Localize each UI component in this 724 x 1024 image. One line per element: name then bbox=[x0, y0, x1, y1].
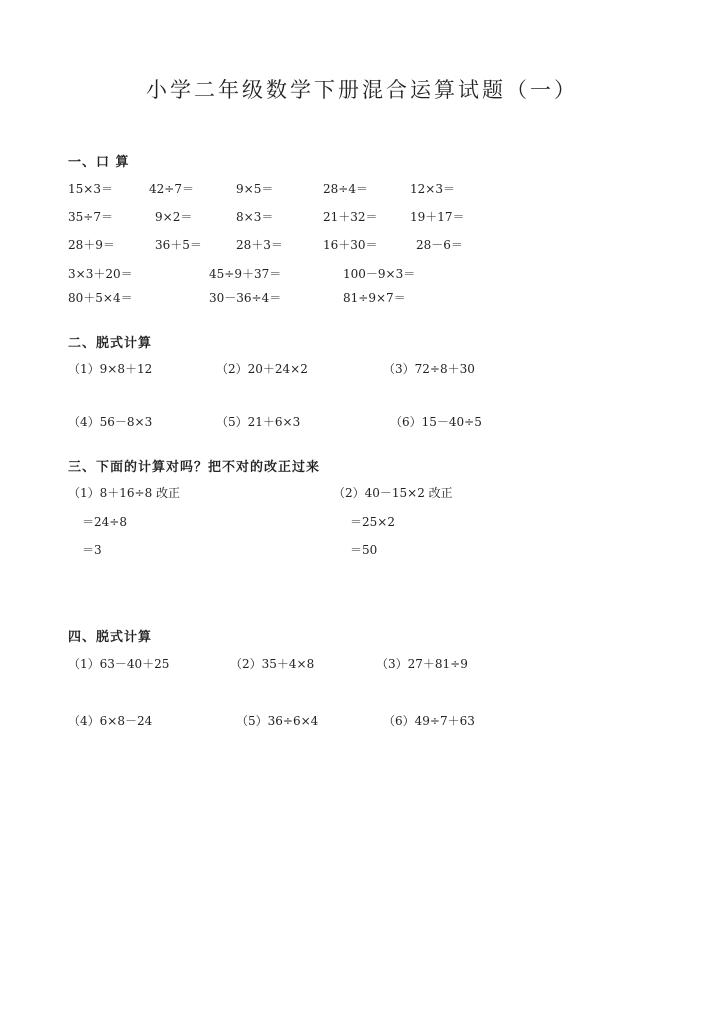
section-4-heading: 四、脱式计算 bbox=[68, 630, 153, 645]
correction-step: ＝50 bbox=[350, 543, 378, 557]
mental-math-item: 36＋5＝ bbox=[155, 238, 202, 252]
step-calc-item: （2）35＋4×8 bbox=[230, 657, 315, 671]
step-calc-item: （5）36÷6×4 bbox=[236, 714, 319, 728]
mental-math-item: 100－9×3＝ bbox=[343, 267, 416, 281]
mental-math-item: 81÷9×7＝ bbox=[343, 291, 406, 305]
step-calc-item: （3）72÷8＋30 bbox=[383, 362, 475, 376]
step-calc-item: （4）6×8－24 bbox=[68, 714, 153, 728]
correction-step: ＝25×2 bbox=[350, 515, 395, 529]
step-calc-item: （5）21＋6×3 bbox=[216, 415, 301, 429]
step-calc-item: （1）9×8＋12 bbox=[68, 362, 153, 376]
step-calc-item: （6）15－40÷5 bbox=[390, 415, 482, 429]
section-1-heading: 一、口 算 bbox=[68, 155, 130, 170]
step-calc-item: （6）49÷7＋63 bbox=[383, 714, 475, 728]
mental-math-item: 9×5＝ bbox=[236, 182, 274, 196]
step-calc-item: （3）27＋81÷9 bbox=[376, 657, 468, 671]
mental-math-item: 45÷9＋37＝ bbox=[209, 267, 282, 281]
mental-math-item: 21＋32＝ bbox=[323, 210, 378, 224]
correction-item: （2）40－15×2 改正 bbox=[333, 486, 453, 500]
mental-math-item: 28－6＝ bbox=[416, 238, 463, 252]
mental-math-item: 28÷4＝ bbox=[323, 182, 368, 196]
step-calc-item: （2）20＋24×2 bbox=[216, 362, 308, 376]
step-calc-item: （4）56－8×3 bbox=[68, 415, 153, 429]
page-title: 小学二年级数学下册混合运算试题（一） bbox=[146, 78, 578, 102]
mental-math-item: 35÷7＝ bbox=[68, 210, 113, 224]
mental-math-item: 3×3＋20＝ bbox=[68, 267, 133, 281]
mental-math-item: 28＋9＝ bbox=[68, 238, 115, 252]
mental-math-item: 42÷7＝ bbox=[149, 182, 194, 196]
mental-math-item: 28＋3＝ bbox=[236, 238, 283, 252]
mental-math-item: 80＋5×4＝ bbox=[68, 291, 133, 305]
mental-math-item: 30－36÷4＝ bbox=[209, 291, 282, 305]
mental-math-item: 15×3＝ bbox=[68, 182, 113, 196]
mental-math-item: 8×3＝ bbox=[236, 210, 274, 224]
section-3-heading: 三、下面的计算对吗？把不对的改正过来 bbox=[68, 460, 321, 475]
mental-math-item: 12×3＝ bbox=[410, 182, 455, 196]
correction-step: ＝24÷8 bbox=[82, 515, 127, 529]
mental-math-item: 19＋17＝ bbox=[410, 210, 465, 224]
mental-math-item: 16＋30＝ bbox=[323, 238, 378, 252]
mental-math-item: 9×2＝ bbox=[155, 210, 193, 224]
correction-step: ＝3 bbox=[82, 543, 102, 557]
correction-item: （1）8＋16÷8 改正 bbox=[68, 486, 181, 500]
section-2-heading: 二、脱式计算 bbox=[68, 336, 153, 351]
step-calc-item: （1）63－40＋25 bbox=[68, 657, 170, 671]
